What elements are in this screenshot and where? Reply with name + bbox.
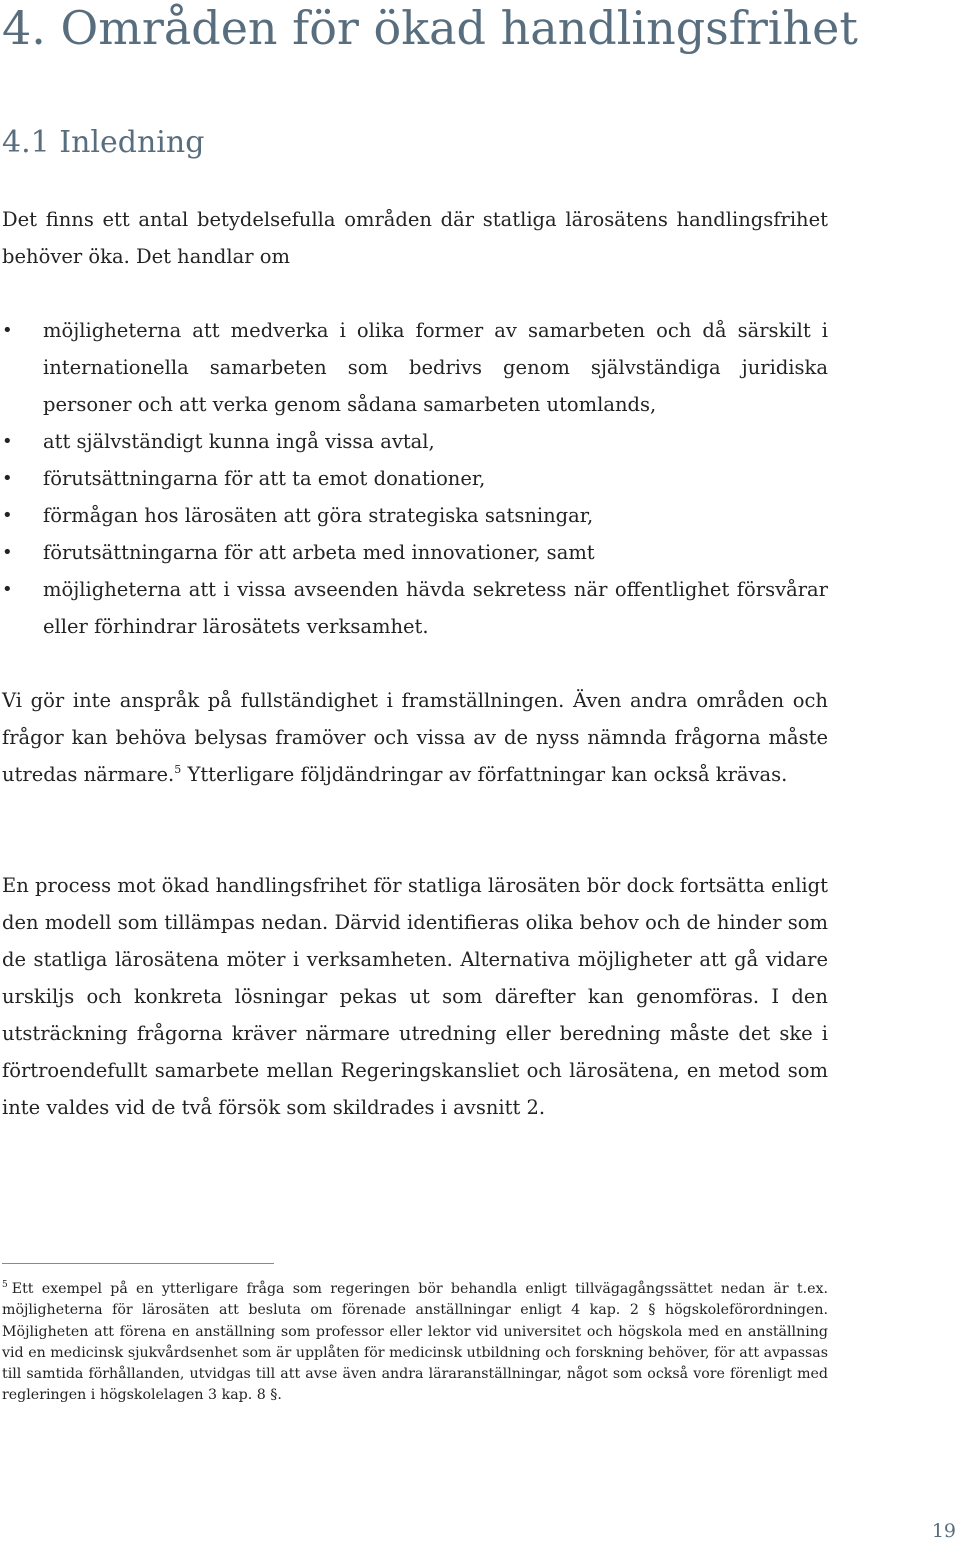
- section-title: 4.1 Inledning: [2, 125, 205, 160]
- bullet-icon: •: [2, 505, 13, 526]
- list-item-text: att självständigt kunna ingå vissa avtal,: [43, 430, 435, 453]
- chapter-title: 4. Områden för ökad handlingsfrihet: [2, 1, 858, 55]
- bullet-icon: •: [2, 542, 13, 563]
- list-item-text: möjligheterna att i vissa avseenden hävda sekretess när offentlighet försvårar eller förhindrar lärosätets verksamhet.: [43, 578, 828, 638]
- bullet-icon: •: [2, 468, 13, 489]
- bullet-icon: •: [2, 431, 13, 452]
- list-item-text: förutsättningarna för att ta emot donationer,: [43, 467, 486, 490]
- list-item: [0, 423, 828, 460]
- bullet-list: [0, 312, 828, 645]
- completeness-paragraph: [2, 682, 828, 793]
- footnote-divider: [2, 1263, 274, 1264]
- list-item-text: förmågan hos lärosäten att göra strategiska satsningar,: [43, 504, 594, 527]
- list-item: [0, 534, 828, 571]
- process-paragraph: En process mot ökad handlingsfrihet för statliga lärosäten bör dock fortsätta enligt den modell som tillämpas nedan. Därvid identifieras olika behov och de hinder som de statliga lärosätena möter i verksamheten. Alternativa möjligheter att gå vidare urskiljs och konkreta lösningar pekas ut som därefter kan genomföras. I den utsträckning frågorna kräver närmare utredning eller beredning måste det ske i förtroendefullt samarbete mellan Regeringskansliet och lärosätena, en metod som inte valdes vid de två försök som skildrades i avsnitt 2.: [2, 874, 828, 1119]
- footnote: [2, 1279, 828, 1407]
- bullet-icon: •: [2, 579, 13, 600]
- list-item: [0, 312, 828, 423]
- bullet-icon: •: [2, 320, 13, 341]
- list-item-text: möjligheterna att medverka i olika former av samarbeten och då särskilt i internationella samarbeten som bedrivs genom självständiga juridiska personer och att verka genom sådana samarbeten utomlands,: [43, 319, 828, 416]
- list-item-text: förutsättningarna för att arbeta med innovationer, samt: [43, 541, 595, 564]
- page-number: 19: [931, 1520, 956, 1542]
- paragraph-text-continued: Ytterligare följdändringar av författningar kan också krävas.: [181, 763, 788, 786]
- list-item: [0, 571, 828, 645]
- list-item: [0, 497, 828, 534]
- footnote-text: Ett exempel på en ytterligare fråga som regeringen bör behandla enligt tillvägagångssättet nedan är t.ex. möjligheterna för lärosäten att besluta om förenade anställningar enligt 4 kap. 2 § högskoleförordningen. Möjligheten att förena en anställning som professor eller lektor vid universitet och högskola med en anställning vid en medicinsk sjukvårdsenhet som är upplåten för medicinsk utbildning och forskning behöver, för att avpassas till samtida förhållanden, utvidgas till att avse även andra läraranställningar, något som också vore förenligt med regleringen i högskolelagen 3 kap. 8 §.: [2, 1281, 828, 1404]
- paragraph-text: Vi gör inte anspråk på fullständighet i framställningen. Även andra områden och frågor kan behöva belysas framöver och vissa av de nyss nämnda frågorna måste utredas närmare.: [2, 689, 828, 786]
- footnote-number: 5: [2, 1280, 8, 1290]
- intro-paragraph: Det finns ett antal betydelsefulla områden där statliga lärosätens handlingsfrihet behöver öka. Det handlar om: [2, 208, 828, 268]
- footnote-reference[interactable]: 5: [174, 763, 182, 776]
- list-item: [0, 460, 828, 497]
